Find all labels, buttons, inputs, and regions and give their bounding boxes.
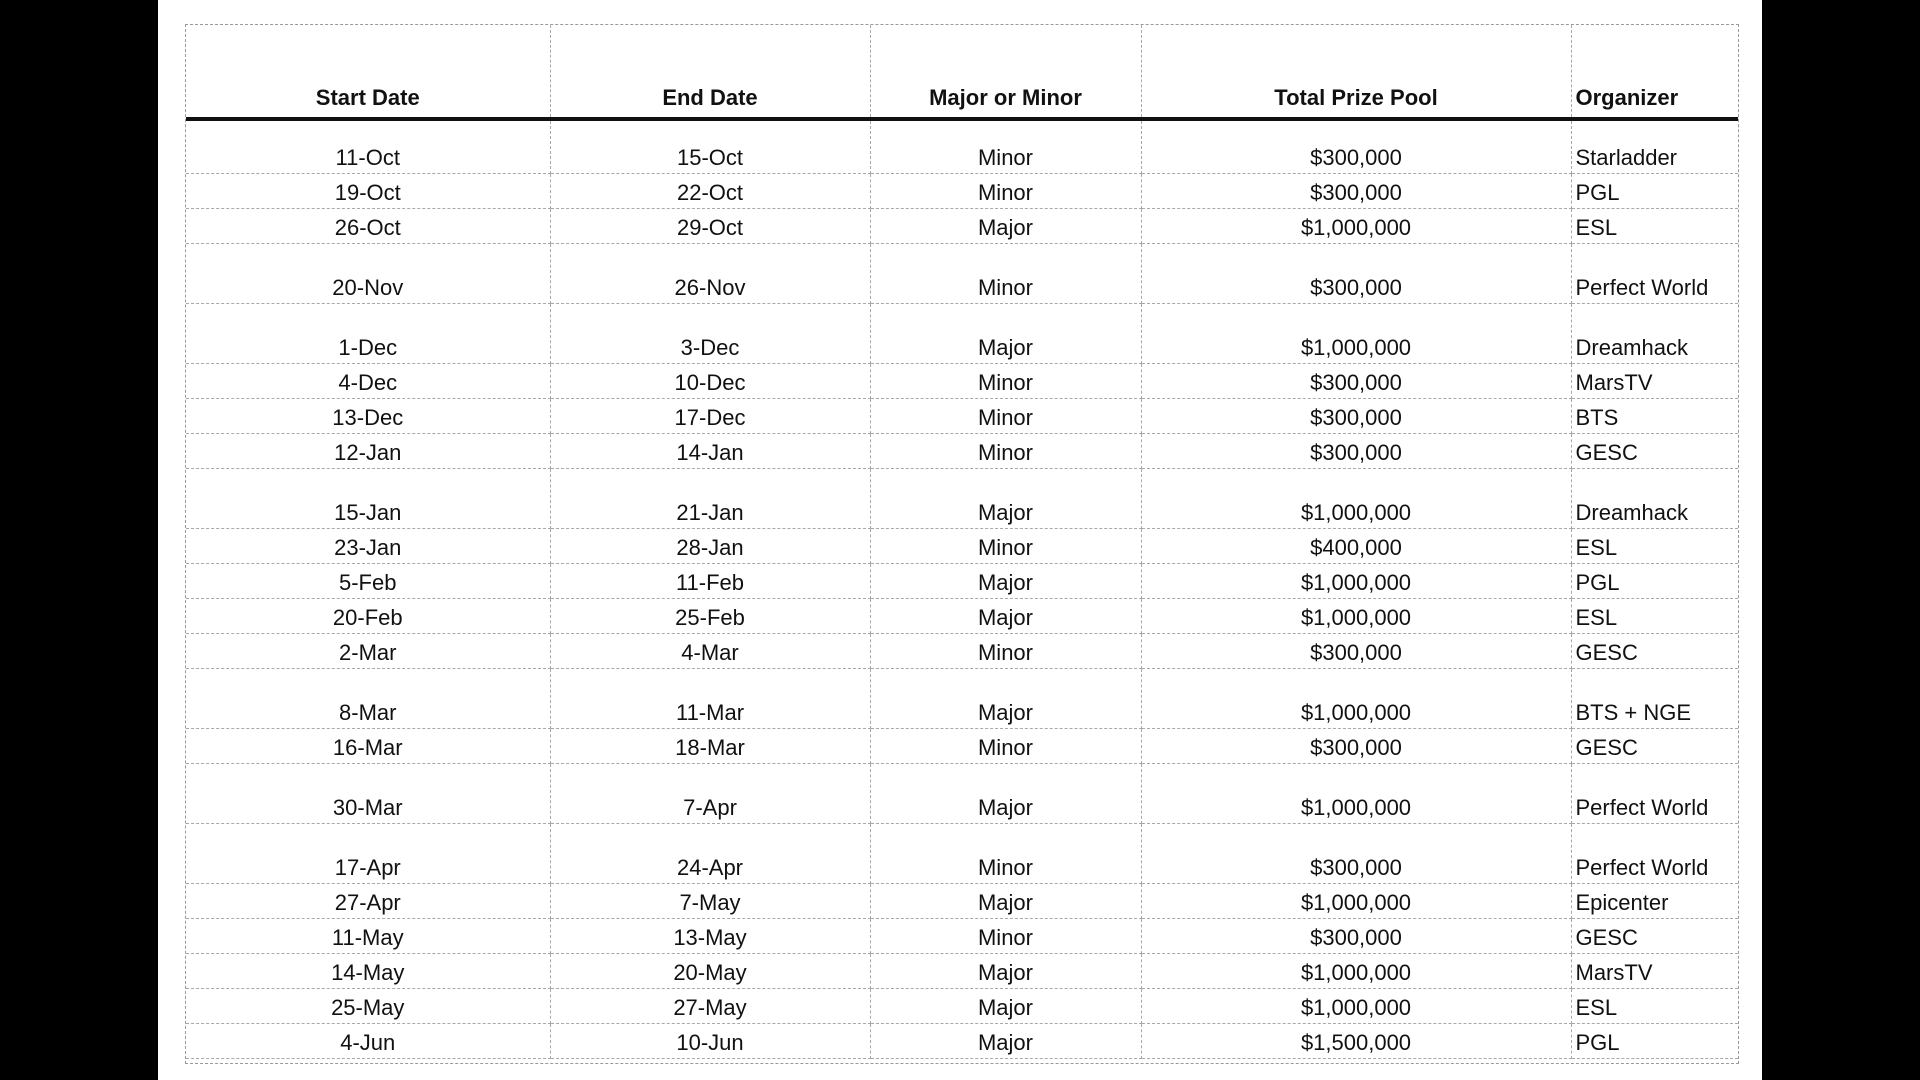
table-row bbox=[186, 883, 1738, 918]
cell-prize: $1,000,000 bbox=[1141, 303, 1571, 363]
cell-start-date: 30-Mar bbox=[186, 763, 550, 823]
cell-organizer: Perfect World bbox=[1571, 823, 1738, 883]
cell-prize: $300,000 bbox=[1141, 918, 1571, 953]
header-organizer: Organizer bbox=[1571, 25, 1738, 119]
cell-start-date: 11-Oct bbox=[186, 119, 550, 173]
cell-organizer: GESC bbox=[1571, 433, 1738, 468]
cell-prize: $400,000 bbox=[1141, 528, 1571, 563]
cell-organizer: Dreamhack bbox=[1571, 303, 1738, 363]
cell-organizer: PGL bbox=[1571, 1023, 1738, 1058]
cell-end-date: 25-Feb bbox=[550, 598, 870, 633]
document-page bbox=[158, 0, 1762, 1080]
cell-start-date: 13-Dec bbox=[186, 398, 550, 433]
cell-organizer: PGL bbox=[1571, 173, 1738, 208]
cell-organizer: ESL bbox=[1571, 528, 1738, 563]
cell-prize: $1,000,000 bbox=[1141, 988, 1571, 1023]
cell-start-date: 19-Oct bbox=[186, 173, 550, 208]
cell-start-date: 15-Jan bbox=[186, 468, 550, 528]
cell-organizer: MarsTV bbox=[1571, 363, 1738, 398]
cell-type: Minor bbox=[870, 823, 1141, 883]
cell-prize: $1,000,000 bbox=[1141, 763, 1571, 823]
cell-start-date: 26-Oct bbox=[186, 208, 550, 243]
cell-end-date: 27-May bbox=[550, 988, 870, 1023]
cell-prize: $1,000,000 bbox=[1141, 883, 1571, 918]
cell-type: Major bbox=[870, 953, 1141, 988]
cell-prize: $300,000 bbox=[1141, 243, 1571, 303]
cell-prize: $300,000 bbox=[1141, 433, 1571, 468]
cell-type: Major bbox=[870, 988, 1141, 1023]
cell-organizer: PGL bbox=[1571, 563, 1738, 598]
cell-start-date: 12-Jan bbox=[186, 433, 550, 468]
cell-start-date: 25-May bbox=[186, 988, 550, 1023]
cell-prize: $1,000,000 bbox=[1141, 668, 1571, 728]
table-row bbox=[186, 988, 1738, 1023]
cell-end-date: 26-Nov bbox=[550, 243, 870, 303]
cell-end-date: 15-Oct bbox=[550, 119, 870, 173]
cell-prize: $300,000 bbox=[1141, 173, 1571, 208]
cell-start-date: 20-Feb bbox=[186, 598, 550, 633]
cell-start-date: 5-Feb bbox=[186, 563, 550, 598]
cell-organizer: ESL bbox=[1571, 598, 1738, 633]
cell-prize: $300,000 bbox=[1141, 363, 1571, 398]
table-row bbox=[186, 728, 1738, 763]
cell-start-date: 17-Apr bbox=[186, 823, 550, 883]
cell-prize: $1,000,000 bbox=[1141, 563, 1571, 598]
cell-end-date: 10-Jun bbox=[550, 1023, 870, 1058]
cell-end-date: 11-Feb bbox=[550, 563, 870, 598]
cell-organizer: Epicenter bbox=[1571, 883, 1738, 918]
cell-prize: $1,000,000 bbox=[1141, 598, 1571, 633]
cell-type: Major bbox=[870, 1023, 1141, 1058]
cell-type: Major bbox=[870, 303, 1141, 363]
cell-type: Minor bbox=[870, 633, 1141, 668]
cell-type: Minor bbox=[870, 528, 1141, 563]
cell-end-date: 10-Dec bbox=[550, 363, 870, 398]
header-total-prize-pool: Total Prize Pool bbox=[1141, 25, 1571, 119]
tournament-table-container bbox=[185, 24, 1739, 1064]
cell-prize: $1,000,000 bbox=[1141, 208, 1571, 243]
cell-type: Major bbox=[870, 763, 1141, 823]
header-major-or-minor: Major or Minor bbox=[870, 25, 1141, 119]
cell-organizer: Perfect World bbox=[1571, 243, 1738, 303]
cell-type: Major bbox=[870, 668, 1141, 728]
header-end-date: End Date bbox=[550, 25, 870, 119]
cell-organizer: BTS bbox=[1571, 398, 1738, 433]
table-row bbox=[186, 243, 1738, 303]
cell-type: Major bbox=[870, 563, 1141, 598]
table-row bbox=[186, 563, 1738, 598]
table-row bbox=[186, 303, 1738, 363]
table-row bbox=[186, 398, 1738, 433]
header-start-date: Start Date bbox=[186, 25, 550, 119]
cell-organizer: Starladder bbox=[1571, 119, 1738, 173]
cell-organizer: MarsTV bbox=[1571, 953, 1738, 988]
cell-type: Minor bbox=[870, 918, 1141, 953]
table-row bbox=[186, 668, 1738, 728]
cell-start-date: 4-Jun bbox=[186, 1023, 550, 1058]
cell-type: Minor bbox=[870, 119, 1141, 173]
cell-prize: $300,000 bbox=[1141, 633, 1571, 668]
table-row bbox=[186, 208, 1738, 243]
cell-organizer: BTS + NGE bbox=[1571, 668, 1738, 728]
cell-prize: $1,500,000 bbox=[1141, 1023, 1571, 1058]
cell-end-date: 7-Apr bbox=[550, 763, 870, 823]
cell-start-date: 16-Mar bbox=[186, 728, 550, 763]
cell-organizer: GESC bbox=[1571, 918, 1738, 953]
cell-prize: $300,000 bbox=[1141, 728, 1571, 763]
cell-organizer: GESC bbox=[1571, 633, 1738, 668]
cell-end-date: 21-Jan bbox=[550, 468, 870, 528]
table-row bbox=[186, 1023, 1738, 1058]
cell-type: Minor bbox=[870, 728, 1141, 763]
cell-end-date: 13-May bbox=[550, 918, 870, 953]
cell-start-date: 11-May bbox=[186, 918, 550, 953]
cell-type: Minor bbox=[870, 433, 1141, 468]
cell-prize: $1,000,000 bbox=[1141, 468, 1571, 528]
table-row bbox=[186, 598, 1738, 633]
cell-organizer: ESL bbox=[1571, 988, 1738, 1023]
table-row bbox=[186, 953, 1738, 988]
cell-type: Minor bbox=[870, 398, 1141, 433]
cell-end-date: 4-Mar bbox=[550, 633, 870, 668]
table-row bbox=[186, 468, 1738, 528]
cell-end-date: 29-Oct bbox=[550, 208, 870, 243]
cell-start-date: 14-May bbox=[186, 953, 550, 988]
cell-start-date: 8-Mar bbox=[186, 668, 550, 728]
cell-prize: $300,000 bbox=[1141, 823, 1571, 883]
table-row bbox=[186, 119, 1738, 173]
cell-end-date: 18-Mar bbox=[550, 728, 870, 763]
cell-type: Minor bbox=[870, 363, 1141, 398]
cell-end-date: 11-Mar bbox=[550, 668, 870, 728]
cell-end-date: 24-Apr bbox=[550, 823, 870, 883]
cell-type: Major bbox=[870, 208, 1141, 243]
cell-start-date: 4-Dec bbox=[186, 363, 550, 398]
cell-organizer: GESC bbox=[1571, 728, 1738, 763]
cell-prize: $1,000,000 bbox=[1141, 953, 1571, 988]
cell-type: Minor bbox=[870, 243, 1141, 303]
table-row bbox=[186, 633, 1738, 668]
cell-type: Major bbox=[870, 598, 1141, 633]
tournament-schedule-table bbox=[186, 25, 1738, 1059]
cell-type: Minor bbox=[870, 173, 1141, 208]
cell-organizer: ESL bbox=[1571, 208, 1738, 243]
cell-type: Major bbox=[870, 883, 1141, 918]
table-header-row bbox=[186, 25, 1738, 119]
table-row bbox=[186, 363, 1738, 398]
table-row bbox=[186, 433, 1738, 468]
cell-start-date: 27-Apr bbox=[186, 883, 550, 918]
cell-start-date: 23-Jan bbox=[186, 528, 550, 563]
cell-end-date: 17-Dec bbox=[550, 398, 870, 433]
cell-start-date: 20-Nov bbox=[186, 243, 550, 303]
cell-end-date: 14-Jan bbox=[550, 433, 870, 468]
cell-prize: $300,000 bbox=[1141, 119, 1571, 173]
table-row bbox=[186, 918, 1738, 953]
table-row bbox=[186, 823, 1738, 883]
cell-prize: $300,000 bbox=[1141, 398, 1571, 433]
cell-end-date: 20-May bbox=[550, 953, 870, 988]
cell-type: Major bbox=[870, 468, 1141, 528]
cell-end-date: 7-May bbox=[550, 883, 870, 918]
cell-end-date: 28-Jan bbox=[550, 528, 870, 563]
cell-end-date: 3-Dec bbox=[550, 303, 870, 363]
cell-organizer: Perfect World bbox=[1571, 763, 1738, 823]
table-row bbox=[186, 173, 1738, 208]
cell-end-date: 22-Oct bbox=[550, 173, 870, 208]
cell-organizer: Dreamhack bbox=[1571, 468, 1738, 528]
table-row bbox=[186, 528, 1738, 563]
table-row bbox=[186, 763, 1738, 823]
cell-start-date: 2-Mar bbox=[186, 633, 550, 668]
cell-start-date: 1-Dec bbox=[186, 303, 550, 363]
